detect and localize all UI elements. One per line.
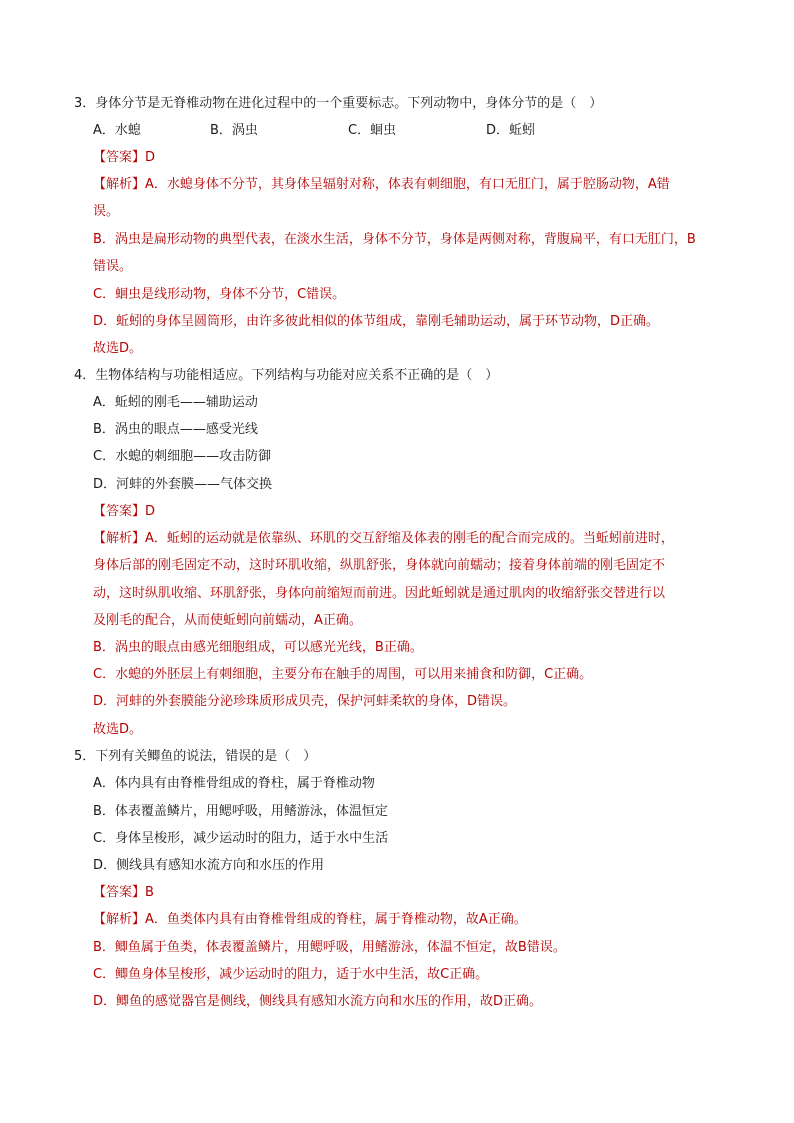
- question-5-option-c: C．身体呈梭形，减少运动时的阻力，适于水中生活: [93, 831, 389, 846]
- question-3-option-b: B．涡虫: [210, 123, 258, 138]
- question-5-option-a: A．体内具有由脊椎骨组成的脊柱，属于脊椎动物: [93, 776, 375, 791]
- question-4-option-c: C．水螅的刺细胞——攻击防御: [93, 449, 272, 464]
- question-5-analysis-line: D．鲫鱼的感觉器官是侧线，侧线具有感知水流方向和水压的作用，故D正确。: [93, 994, 543, 1009]
- question-4-option-d: D．河蚌的外套膜——气体交换: [93, 477, 273, 492]
- question-3-analysis-line: C．蛔虫是线形动物，身体不分节，C错误。: [93, 287, 346, 302]
- question-3-analysis-line: B．涡虫是扁形动物的典型代表，在淡水生活，身体不分节，身体是两侧对称，背腹扁平，有口无肛门，B: [93, 232, 696, 247]
- question-4-analysis-line: B．涡虫的眼点由感光细胞组成，可以感光光线，B正确。: [93, 640, 423, 655]
- question-5-answer: 【答案】B: [93, 885, 154, 900]
- question-3-analysis-line: 误。: [93, 204, 120, 219]
- question-5-analysis-line: C．鲫鱼身体呈梭形，减少运动时的阻力，适于水中生活，故C正确。: [93, 967, 489, 982]
- question-4-stem: 4．生物体结构与功能相适应。下列结构与功能对应关系不正确的是（ ）: [74, 368, 499, 383]
- question-4-analysis-line: 【解析】A．蚯蚓的运动就是依靠纵、环肌的交互舒缩及体表的刚毛的配合而完成的。当蚯蚓前进时，: [93, 531, 674, 546]
- question-4-answer: 【答案】D: [93, 504, 156, 519]
- question-3-option-d: D．蚯蚓: [486, 123, 536, 138]
- question-4-analysis-line: C．水螅的外胚层上有刺细胞，主要分布在触手的周围，可以用来捕食和防御，C正确。: [93, 667, 593, 682]
- question-3-analysis-line: D．蚯蚓的身体呈圆筒形，由许多彼此相似的体节组成，靠刚毛辅助运动，属于环节动物，D正确。: [93, 314, 660, 329]
- question-3-stem: 3．身体分节是无脊椎动物在进化过程中的一个重要标志。下列动物中，身体分节的是（ ）: [74, 96, 603, 111]
- question-3-analysis-line: 故选D。: [93, 341, 143, 356]
- question-3-answer: 【答案】D: [93, 150, 156, 165]
- question-4-analysis-line: D．河蚌的外套膜能分泌珍珠质形成贝壳，保护河蚌柔软的身体，D错误。: [93, 694, 517, 709]
- question-5-analysis-line: B．鲫鱼属于鱼类，体表覆盖鳞片，用鳃呼吸，用鳍游泳，体温不恒定，故B错误。: [93, 940, 566, 955]
- question-5-stem: 5．下列有关鲫鱼的说法，错误的是（ ）: [74, 749, 317, 764]
- question-4-option-b: B．涡虫的眼点——感受光线: [93, 422, 258, 437]
- question-5-option-d: D．侧线具有感知水流方向和水压的作用: [93, 858, 325, 873]
- question-4-analysis-line: 及刚毛的配合，从而使蚯蚓向前蠕动，A正确。: [93, 613, 362, 628]
- question-4-analysis-line: 身体后部的刚毛固定不动，这时环肌收缩，纵肌舒张，身体就向前蠕动；接着身体前端的刚毛固定不: [93, 558, 666, 573]
- question-4-option-a: A．蚯蚓的刚毛——辅助运动: [93, 395, 258, 410]
- question-3-option-c: C．蛔虫: [348, 123, 397, 138]
- question-5-option-b: B．体表覆盖鳞片，用鳃呼吸，用鳍游泳，体温恒定: [93, 804, 388, 819]
- question-4-analysis-line: 故选D。: [93, 722, 143, 737]
- question-3-analysis-line: 【解析】A．水螅身体不分节，其身体呈辐射对称，体表有刺细胞，有口无肛门，属于腔肠动物，A错: [93, 177, 670, 192]
- question-5-analysis-line: 【解析】A．鱼类体内具有由脊椎骨组成的脊柱，属于脊椎动物，故A正确。: [93, 912, 527, 927]
- question-3-option-a: A．水螅: [93, 123, 141, 138]
- question-4-analysis-line: 动，这时纵肌收缩、环肌舒张，身体向前缩短而前进。因此蚯蚓就是通过肌肉的收缩舒张交替进行以: [93, 586, 666, 601]
- question-3-analysis-line: 错误。: [93, 259, 133, 274]
